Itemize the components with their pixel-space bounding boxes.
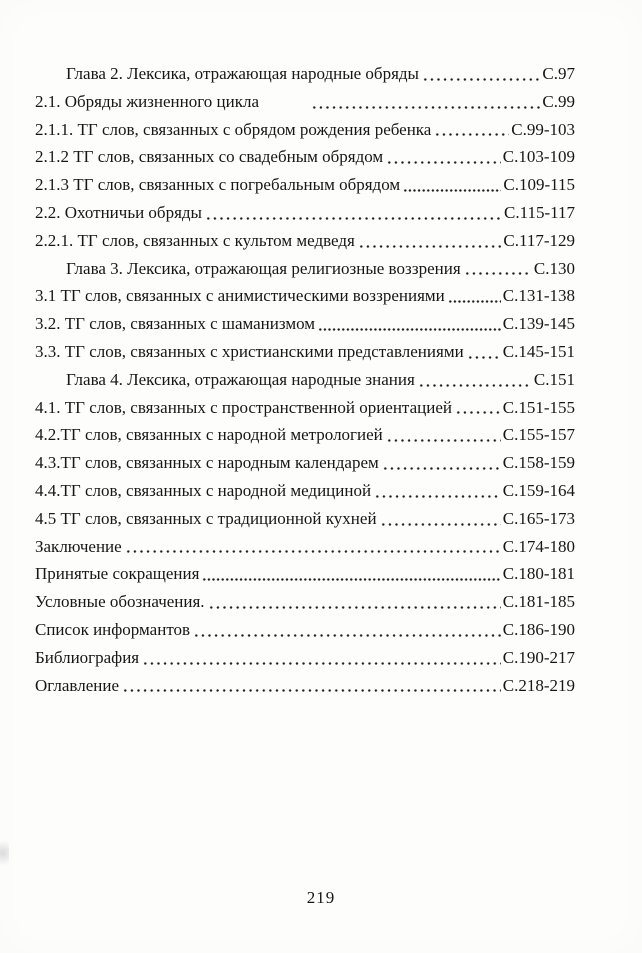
dot-leader: [122, 672, 501, 700]
dot-leader: [205, 199, 502, 227]
toc-entry-label: Глава 4. Лексика, отражающая народные знания: [66, 369, 415, 389]
toc-entry-page-ref: С.139-145: [502, 314, 575, 334]
dot-leader: [374, 477, 501, 505]
toc-entry-label: Глава 3. Лексика, отражающая религиозные воззрения: [66, 258, 461, 278]
toc-entry: [35, 421, 575, 449]
table-of-contents: [35, 60, 575, 699]
toc-entry: [35, 282, 575, 310]
toc-entry-page-ref: С.97: [542, 64, 575, 83]
toc-entry-label: 2.2.1. ТГ слов, связанных с культом медведя: [35, 230, 355, 250]
toc-entry-label: 4.3.ТГ слов, связанных с народным календарем: [35, 453, 379, 473]
toc-entry-label: Список информантов: [35, 619, 191, 639]
toc-entry-page-ref: С.109-115: [503, 175, 575, 195]
toc-entry-page-ref: С.159-164: [502, 480, 575, 500]
toc-entry: [35, 116, 575, 144]
dot-leader: [202, 560, 500, 588]
toc-entry: [35, 143, 575, 171]
dot-leader: [448, 282, 501, 310]
toc-entry-label: Глава 2. Лексика, отражающая народные обряды: [66, 64, 419, 83]
dot-leader: [193, 616, 501, 644]
toc-entry-page-ref: С.180-181: [502, 564, 575, 584]
dot-leader: [318, 310, 501, 338]
toc-entry: [35, 366, 575, 394]
toc-entry-label: 4.1. ТГ слов, связанных с пространственной ориентацией: [35, 397, 452, 417]
toc-entry: [35, 672, 575, 700]
toc-entry: [35, 477, 575, 505]
toc-entry-page-ref: С.186-190: [502, 619, 575, 639]
dot-leader: [142, 644, 501, 672]
toc-entry-page-ref: С.103-109: [502, 147, 575, 167]
dot-leader: [418, 366, 532, 394]
toc-entry: [35, 449, 575, 477]
toc-entry: [35, 88, 575, 116]
dot-leader: [386, 143, 501, 171]
toc-entry: [35, 171, 575, 199]
toc-entry: [35, 60, 575, 88]
dot-leader: [311, 88, 540, 116]
dot-leader: [125, 533, 501, 561]
toc-entry: [35, 505, 575, 533]
toc-entry-page-ref: С.99-103: [511, 119, 575, 139]
toc-entry-page-ref: С.158-159: [502, 453, 575, 473]
toc-entry: [35, 394, 575, 422]
dot-leader: [382, 449, 501, 477]
toc-entry: [35, 199, 575, 227]
toc-entry-label: 4.5 ТГ слов, связанных с традиционной кухней: [35, 508, 377, 528]
dot-leader: [386, 421, 501, 449]
toc-entry-page-ref: С.165-173: [502, 508, 575, 528]
dot-leader: [403, 171, 501, 199]
toc-entry-page-ref: С.174-180: [502, 536, 575, 556]
dot-leader: [422, 60, 540, 88]
toc-entry-page-ref: С.151-155: [502, 397, 575, 417]
toc-entry-page-ref: С.131-138: [502, 286, 575, 306]
scan-artifact: [0, 836, 9, 870]
toc-entry-label: 4.4.ТГ слов, связанных с народной медициной: [35, 480, 372, 500]
toc-entry: [35, 310, 575, 338]
toc-entry-page-ref: С.115-117: [504, 202, 575, 222]
toc-entry-page-ref: С.155-157: [502, 425, 575, 445]
toc-entry: [35, 644, 575, 672]
toc-entry-label: Библиография: [35, 647, 140, 667]
toc-entry-label: Оглавление: [35, 675, 119, 695]
toc-entry: [35, 338, 575, 366]
toc-entry-label: 3.3. ТГ слов, связанных с христианскими представлениями: [35, 341, 464, 361]
toc-entry-label: 2.1.2 ТГ слов, связанных со свадебным обрядом: [35, 147, 384, 167]
toc-entry-label: 2.1. Обряды жизненного цикла: [35, 91, 259, 111]
toc-entry-page-ref: С.117-129: [503, 230, 575, 250]
dot-leader: [434, 116, 509, 144]
toc-entry-page-ref: С.151: [533, 369, 575, 389]
toc-entry-page-ref: С.145-151: [502, 341, 575, 361]
toc-entry-label: 2.1.1. ТГ слов, связанных с обрядом рождения ребенка: [35, 119, 432, 139]
toc-entry-label: 4.2.ТГ слов, связанных с народной метрологией: [35, 425, 383, 445]
dot-leader: [380, 505, 501, 533]
toc-entry: [35, 533, 575, 561]
toc-entry-page-ref: С.99: [542, 91, 575, 111]
dot-leader: [208, 588, 501, 616]
dot-leader: [358, 227, 502, 255]
toc-entry: [35, 227, 575, 255]
toc-entry-page-ref: С.181-185: [502, 592, 575, 612]
toc-entry-page-ref: С.218-219: [502, 675, 575, 695]
toc-entry-label: 2.1.3 ТГ слов, связанных с погребальным обрядом: [35, 175, 401, 195]
page-number: 219: [306, 888, 336, 907]
toc-entry-label: Принятые сокращения: [35, 564, 200, 584]
toc-entry-page-ref: С.130: [533, 258, 575, 278]
dot-leader: [467, 338, 501, 366]
toc-entry-label: 3.1 ТГ слов, связанных с анимистическими воззрениями: [35, 286, 445, 306]
toc-entry: [35, 616, 575, 644]
dot-leader: [464, 255, 532, 283]
toc-entry-label: 2.2. Охотничьи обряды: [35, 202, 202, 222]
toc-entry: [35, 588, 575, 616]
toc-entry-label: Условные обозначения.: [35, 592, 205, 612]
toc-entry-page-ref: С.190-217: [502, 647, 575, 667]
toc-entry-label: 3.2. ТГ слов, связанных с шаманизмом: [35, 314, 316, 334]
toc-entry: [35, 255, 575, 283]
dot-leader: [455, 394, 501, 422]
toc-entry: [35, 560, 575, 588]
toc-entry-label: Заключение: [35, 536, 122, 556]
